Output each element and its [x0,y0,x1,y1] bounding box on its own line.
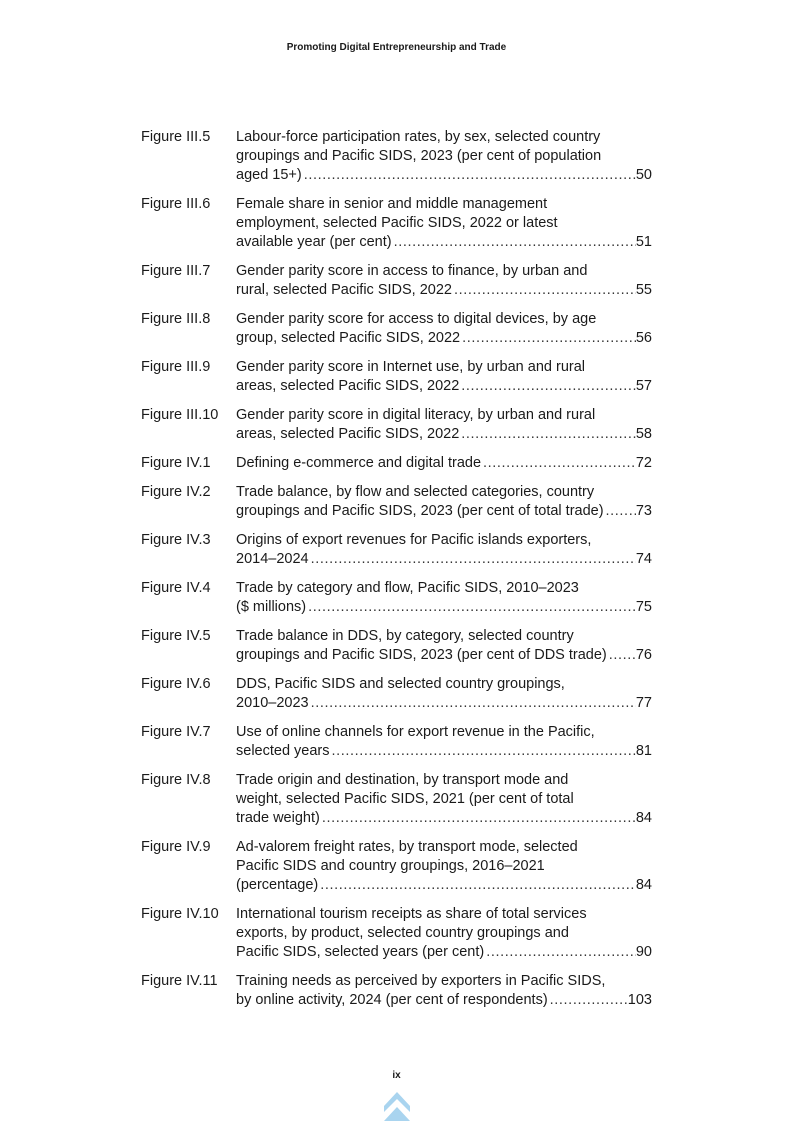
title-line: Gender parity score in Internet use, by urban and rural [236,359,585,375]
title-line: employment, selected Pacific SIDS, 2022 or latest [236,215,558,231]
toc-entry[interactable] [141,972,652,1010]
page-number: ix [392,1070,401,1081]
title-line: Labour-force participation rates, by sex, selected country [236,129,601,145]
title-line: Female share in senior and middle management [236,196,548,212]
figure-title [236,905,652,962]
figure-title [236,579,652,617]
title-line: Defining e-commerce and digital trade [236,455,482,471]
page-reference[interactable]: 51 [635,234,652,250]
page-reference[interactable]: 84 [635,877,652,893]
figure-label: Figure IV.1 [141,455,211,471]
figure-title [236,128,652,185]
dot-leader [459,377,636,396]
title-line: Pacific SIDS and country groupings, 2016–2021 [236,858,545,874]
title-line: Gender parity score in access to finance, by urban and [236,263,588,279]
title-line: exports, by product, selected country groupings and [236,925,569,941]
figure-title [236,972,652,1010]
title-line: rural, selected Pacific SIDS, 2022 [236,282,452,298]
toc-entry[interactable] [141,128,652,185]
title-line: 2014–2024 [236,551,309,567]
dot-leader [459,425,636,444]
toc-entry[interactable] [141,406,652,444]
figure-title [236,675,652,713]
figure-label: Figure IV.9 [141,839,211,855]
title-line: 2010–2023 [236,695,309,711]
figure-label: Figure IV.7 [141,724,211,740]
figure-title [236,771,652,828]
title-line: trade weight) [236,810,320,826]
dot-leader [452,281,636,300]
toc-entry[interactable] [141,579,652,617]
dot-leader [318,876,636,895]
figure-label: Figure IV.6 [141,676,211,692]
dot-leader [604,502,636,521]
page-reference[interactable]: 84 [635,810,652,826]
figure-label: Figure IV.11 [141,973,218,989]
page-reference[interactable]: 103 [627,992,652,1008]
dot-leader [460,329,636,348]
running-header: Promoting Digital Entrepreneurship and Trade [286,42,507,53]
dot-leader [548,991,628,1010]
title-line: weight, selected Pacific SIDS, 2021 (per cent of total [236,791,574,807]
page-reference[interactable]: 73 [635,503,652,519]
toc-entry[interactable] [141,627,652,665]
toc-entry[interactable] [141,358,652,396]
toc-entry[interactable] [141,483,652,521]
figure-label: Figure III.8 [141,311,211,327]
figure-title [236,483,652,521]
dot-leader [607,646,636,665]
scroll-up-chevron-icon[interactable] [384,1090,410,1121]
dot-leader [481,454,636,473]
figure-label: Figure III.6 [141,196,211,212]
toc-entry[interactable] [141,838,652,895]
figure-title [236,454,652,473]
figure-label: Figure IV.10 [141,906,219,922]
title-line: groupings and Pacific SIDS, 2023 (per cent of DDS trade) [236,647,607,663]
title-line: selected years [236,743,330,759]
figure-label: Figure IV.2 [141,484,211,500]
title-line: Trade by category and flow, Pacific SIDS, 2010–2023 [236,580,579,596]
page-reference[interactable]: 77 [635,695,652,711]
dot-leader [392,233,636,252]
page-reference[interactable]: 58 [635,426,652,442]
page-reference[interactable]: 56 [635,330,652,346]
title-line: aged 15+) [236,167,302,183]
title-line: groupings and Pacific SIDS, 2023 (per cent of total trade) [236,503,604,519]
title-line: group, selected Pacific SIDS, 2022 [236,330,461,346]
title-line: (percentage) [236,877,319,893]
title-line: areas, selected Pacific SIDS, 2022 [236,378,460,394]
figure-title [236,262,652,300]
title-line: Pacific SIDS, selected years (per cent) [236,944,485,960]
title-line: Gender parity score in digital literacy, by urban and rural [236,407,596,423]
figure-label: Figure III.9 [141,359,211,375]
toc-entry[interactable] [141,310,652,348]
title-line: Gender parity score for access to digital devices, by age [236,311,597,327]
figure-label: Figure III.5 [141,129,211,145]
toc-entry[interactable] [141,531,652,569]
page-reference[interactable]: 72 [635,455,652,471]
toc-entry[interactable] [141,195,652,252]
title-line: Trade balance, by flow and selected categories, country [236,484,595,500]
figure-title [236,531,652,569]
dot-leader [309,694,636,713]
title-line: Ad-valorem freight rates, by transport mode, selected [236,839,578,855]
title-line: Origins of export revenues for Pacific islands exporters, [236,532,592,548]
dot-leader [306,598,636,617]
figure-label: Figure IV.5 [141,628,211,644]
title-line: Training needs as perceived by exporters in Pacific SIDS, [236,973,606,989]
toc-entry[interactable] [141,723,652,761]
toc-entry[interactable] [141,262,652,300]
dot-leader [309,550,636,569]
toc-entry[interactable] [141,454,652,473]
list-of-figures [141,128,652,1020]
figure-label: Figure IV.8 [141,772,211,788]
dot-leader [302,166,636,185]
figure-label: Figure IV.3 [141,532,211,548]
title-line: DDS, Pacific SIDS and selected country groupings, [236,676,565,692]
title-line: Use of online channels for export revenue in the Pacific, [236,724,595,740]
title-line: groupings and Pacific SIDS, 2023 (per cent of population [236,148,602,164]
title-line: Trade origin and destination, by transport mode and [236,772,569,788]
figure-title [236,195,652,252]
page-reference[interactable]: 76 [635,647,652,663]
page-reference[interactable]: 90 [635,944,652,960]
title-line: ($ millions) [236,599,307,615]
figure-title [236,310,652,348]
figure-title [236,838,652,895]
toc-entry[interactable] [141,771,652,828]
title-line: by online activity, 2024 (per cent of respondents) [236,992,548,1008]
figure-label: Figure III.7 [141,263,211,279]
dot-leader [484,943,636,962]
figure-title [236,627,652,665]
page-reference[interactable]: 50 [635,167,652,183]
figure-label: Figure IV.4 [141,580,211,596]
figure-title [236,358,652,396]
dot-leader [330,742,636,761]
page-reference[interactable]: 81 [635,743,652,759]
figure-label: Figure III.10 [141,407,219,423]
title-line: areas, selected Pacific SIDS, 2022 [236,426,460,442]
dot-leader [320,809,636,828]
toc-entry[interactable] [141,905,652,962]
figure-title [236,723,652,761]
title-line: available year (per cent) [236,234,392,250]
page-reference[interactable]: 74 [635,551,652,567]
title-line: International tourism receipts as share of total services [236,906,587,922]
figure-title [236,406,652,444]
toc-entry[interactable] [141,675,652,713]
title-line: Trade balance in DDS, by category, selected country [236,628,574,644]
page-reference[interactable]: 75 [635,599,652,615]
page-reference[interactable]: 55 [635,282,652,298]
page-reference[interactable]: 57 [635,378,652,394]
